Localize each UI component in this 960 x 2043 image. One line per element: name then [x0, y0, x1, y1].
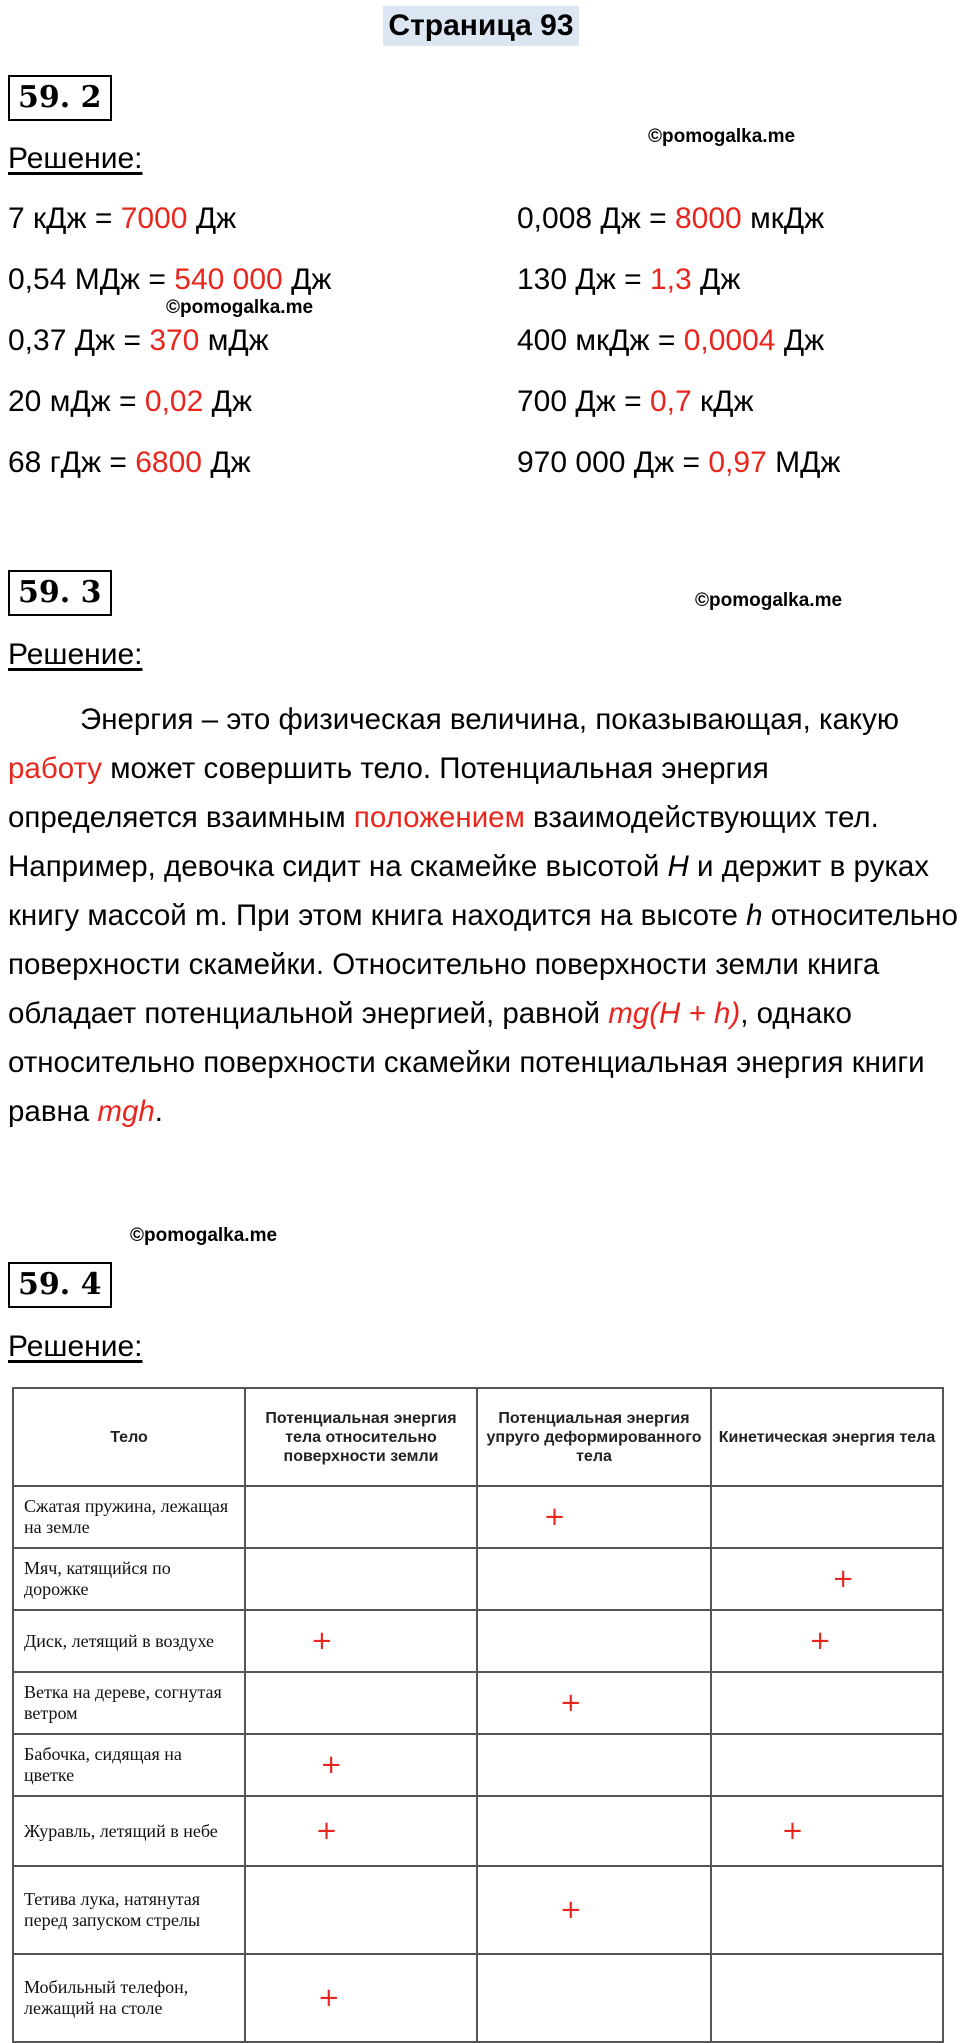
plus-mark: + [317, 1983, 340, 2013]
watermark: ©pomogalka.me [166, 297, 314, 318]
row-body: Журавль, летящий в небе [13, 1796, 245, 1866]
plus-mark: + [315, 1816, 338, 1846]
cell-potential-earth [245, 1734, 477, 1796]
table-row [13, 1548, 943, 1610]
table-header-row [13, 1388, 943, 1486]
cell-potential-earth [245, 1796, 477, 1866]
cell-potential-earth [245, 1866, 477, 1954]
cell-potential-earth [245, 1610, 477, 1672]
table-row [13, 1734, 943, 1796]
cell-potential-elastic [477, 1486, 711, 1548]
table-row [13, 1486, 943, 1548]
table-row [13, 1796, 943, 1866]
table-row [13, 1866, 943, 1954]
energy-table [12, 1387, 944, 2043]
plus-mark: + [320, 1750, 342, 1780]
row-body: Тетива лука, натянутая перед запуском стрелы [13, 1866, 245, 1954]
conversion-right-3: 400 мкДж = 0,0004 Дж [517, 324, 825, 357]
task-number-59-2: 59. 2 [8, 75, 112, 121]
conversion-left-4: 20 мДж = 0,02 Дж [8, 385, 253, 418]
table-row [13, 1954, 943, 2042]
table-row [13, 1610, 943, 1672]
table-row [13, 1672, 943, 1734]
task-59-3-text: Энергия – это физическая величина, показывающая, какую работу может совершить тело. Потенциальная энергия определяется взаимным положением взаимодействующих тел. Например, девочка сидит на скамейке высотой H и держит в руках книгу массой m. При этом книга находится на высоте h относительно поверхности скамейки. Относительно поверхности земли книга обладает потенциальной энергией, равной mg(H + h), однако относительно поверхности скамейки потенциальная энергия книги равна mgh. [8, 703, 958, 1128]
solution-label: Решение: [8, 638, 143, 671]
cell-kinetic [711, 1734, 943, 1796]
cell-kinetic [711, 1672, 943, 1734]
conversion-right-4: 700 Дж = 0,7 кДж [517, 385, 754, 418]
cell-potential-elastic [477, 1672, 711, 1734]
conversion-right-2: 130 Дж = 1,3 Дж [517, 263, 741, 296]
row-body: Мобильный телефон, лежащий на столе [13, 1954, 245, 2042]
row-body: Бабочка, сидящая на цветке [13, 1734, 245, 1796]
conversion-right-1: 0,008 Дж = 8000 мкДж [517, 202, 825, 235]
conversion-left-2: 0,54 МДж = 540 000 Дж [8, 263, 332, 296]
solution-label: Решение: [8, 142, 143, 175]
cell-potential-elastic [477, 1796, 711, 1866]
cell-kinetic [711, 1796, 943, 1866]
conversion-left-1: 7 кДж = 7000 Дж [8, 202, 237, 235]
plus-mark: + [832, 1564, 854, 1594]
page-title: Страница 93 [383, 6, 579, 46]
cell-potential-earth [245, 1672, 477, 1734]
watermark: ©pomogalka.me [130, 1225, 278, 1246]
plus-mark: + [543, 1502, 566, 1532]
cell-potential-elastic [477, 1954, 711, 2042]
plus-mark: + [559, 1895, 582, 1925]
cell-potential-earth [245, 1486, 477, 1548]
plus-mark: + [559, 1688, 582, 1718]
cell-kinetic [711, 1954, 943, 2042]
task-number-59-3: 59. 3 [8, 570, 112, 616]
row-body: Мяч, катящийся по дорожке [13, 1548, 245, 1610]
cell-potential-elastic [477, 1610, 711, 1672]
solution-label: Решение: [8, 1330, 143, 1363]
cell-potential-earth [245, 1548, 477, 1610]
cell-potential-earth [245, 1954, 477, 2042]
plus-mark: + [310, 1626, 333, 1656]
header-potential-elastic: Потенциальная энергия упруго деформированного тела [477, 1388, 711, 1486]
cell-kinetic [711, 1866, 943, 1954]
watermark: ©pomogalka.me [695, 590, 843, 611]
cell-kinetic [711, 1486, 943, 1548]
task-number-59-4: 59. 4 [8, 1262, 112, 1308]
cell-potential-elastic [477, 1866, 711, 1954]
row-body: Диск, летящий в воздухе [13, 1610, 245, 1672]
cell-kinetic [711, 1548, 943, 1610]
plus-mark: + [781, 1816, 804, 1846]
header-kinetic: Кинетическая энергия тела [711, 1388, 943, 1486]
row-body: Ветка на дереве, согнутая ветром [13, 1672, 245, 1734]
header-body: Тело [13, 1388, 245, 1486]
cell-potential-elastic [477, 1548, 711, 1610]
cell-kinetic [711, 1610, 943, 1672]
conversion-left-3: 0,37 Дж = 370 мДж [8, 324, 269, 357]
watermark: ©pomogalka.me [648, 126, 796, 147]
row-body: Сжатая пружина, лежащая на земле [13, 1486, 245, 1548]
plus-mark: + [809, 1626, 831, 1656]
cell-potential-elastic [477, 1734, 711, 1796]
header-potential-earth: Потенциальная энергия тела относительно поверхности земли [245, 1388, 477, 1486]
conversion-left-5: 68 гДж = 6800 Дж [8, 446, 251, 479]
conversion-right-5: 970 000 Дж = 0,97 МДж [517, 446, 841, 479]
